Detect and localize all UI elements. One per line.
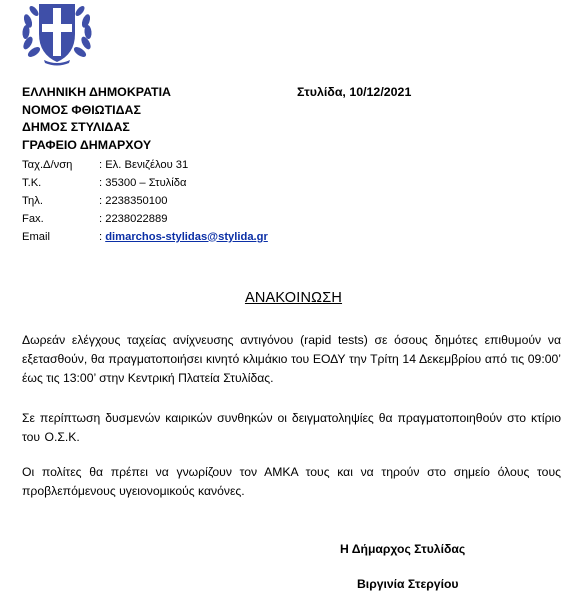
contact-row-postcode — [22, 175, 268, 193]
announcement-paragraph-2: Σε περίπτωση δυσμενών καιρικών συνθηκών οι δειγματοληψίες θα πραγματοποιηθούν στο κτίριο του Ο.Σ.Κ. — [22, 411, 561, 445]
header-line-office: ΓΡΑΦΕΙΟ ΔΗΜΑΡΧΟΥ — [22, 137, 152, 152]
issuer-header — [22, 84, 171, 154]
contact-value — [99, 229, 268, 247]
announcement-paragraph-1: Δωρεάν ελέγχους ταχείας ανίχνευσης αντιγόνου (rapid tests) σε όσους δημότες επιθυμούν να εξετασθούν, θα πραγματοποιήσει κινητό κλιμάκιο του ΕΟΔΥ την Τρίτη 14 Δεκεμβρίου από τις 09:00’ έως τις 13:00’ στην Κεντρική Πλατεία Στυλίδας. — [22, 333, 561, 386]
contact-row-phone — [22, 193, 268, 211]
header-line-prefecture: ΝΟΜΟΣ ΦΘΙΩΤΙΔΑΣ — [22, 102, 141, 117]
contact-label: Email — [22, 230, 50, 243]
contact-value: : Ελ. Βενιζέλου 31 — [99, 159, 189, 171]
contact-row-email — [22, 229, 268, 247]
contact-label: Τηλ. — [22, 194, 43, 207]
contact-details — [22, 157, 268, 247]
contact-row-fax — [22, 211, 268, 229]
contact-label: Ταχ.Δ/νση — [22, 159, 73, 171]
contact-value: : 2238350100 — [99, 194, 168, 207]
signature-title: Η Δήμαρχος Στυλίδας — [340, 542, 466, 556]
announcement-title: ΑΝΑΚΟΙΝΩΣΗ — [244, 290, 343, 306]
header-line-municipality: ΔΗΜΟΣ ΣΤΥΛΙΔΑΣ — [22, 120, 130, 135]
contact-value: : 35300 – Στυλίδα — [99, 176, 187, 189]
contact-row-address — [22, 157, 268, 175]
contact-label: Τ.Κ. — [22, 176, 42, 189]
contact-label: Fax. — [22, 212, 44, 225]
contact-value: : 2238022889 — [99, 212, 168, 225]
announcement-paragraph-3: Οι πολίτες θα πρέπει να γνωρίζουν τον ΑΜΚΑ τους και να τηρούν στο σημείο όλους τους προβλεπόμενους υγειονομικούς κανόνες. — [22, 465, 561, 499]
place-date: Στυλίδα, 10/12/2021 — [297, 85, 412, 99]
signature-name: Βιργινία Στεργίου — [357, 577, 459, 591]
header-line-republic: ΕΛΛΗΝΙΚΗ ΔΗΜΟΚΡΑΤΙΑ — [22, 85, 171, 99]
email-link[interactable]: dimarchos-stylidas@stylida.gr — [105, 230, 268, 243]
email-prefix: : — [99, 230, 106, 243]
greek-coat-of-arms-icon — [14, 0, 100, 66]
